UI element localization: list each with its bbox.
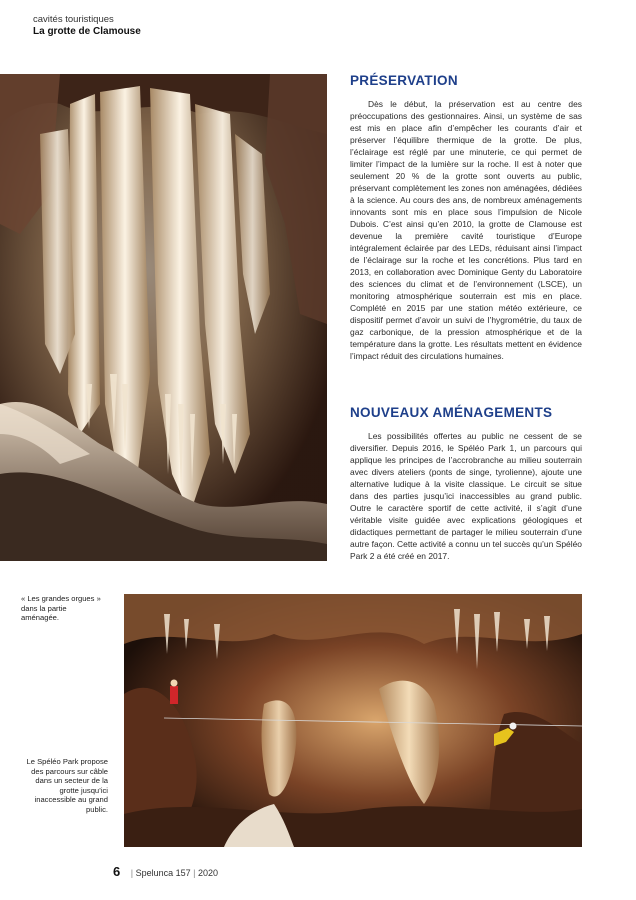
section-heading: NOUVEAUX AMÉNAGEMENTS [350,405,553,420]
section-kicker: cavités touristiques [33,14,114,25]
running-header [33,14,141,38]
publication-year: 2020 [198,868,219,878]
section-body: Les possibilités offertes au public ne cessent de se diversifier. Depuis 2016, le Spéléo Park 1, un parcours qui applique les principes de l’accrobranche au milieu souterrain avec divers ateliers (ponts de singe, tyrolienne), ajoute une alternative ludique à la visite classique. Le circuit se situe dans des parties jusqu’ici inaccessibles au grand public. Outre le caractère sportif de cette activité, il s’agit d’une véritable visite guidée avec explications géologiques et didactiques permettant de partager le milieu souterrain d’une autre façon. Cette activité a connu un tel succès qu’un Spéléo Park 2 a été créé en 2017. [350,431,582,561]
grandes-orgues-photo [0,74,327,561]
section-nouveaux-amenagements [350,405,582,562]
photo-caption-grandes-orgues: « Les grandes orgues » dans la partie aménagée. [21,594,101,623]
photo-caption-speleo-park: Le Spéléo Park propose des parcours sur câble dans un secteur de la grotte jusqu’ici inaccessible au grand public. [26,757,108,814]
publication-name: Spelunca 157 [135,868,191,878]
section-preservation [350,73,582,362]
footer-separator: | [193,868,196,878]
page-number: 6 [113,864,121,879]
footer-separator: | [130,868,134,878]
section-heading: PRÉSERVATION [350,73,458,88]
section-body: Dès le début, la préservation est au centre des préoccupations des gestionnaires. Ainsi, un système de sas est mis en place afin d’empêcher les courants d’air et préserver l’équilibre thermique de la grotte. De plus, l’éclairage est réglé par une minuterie, ce qui permet de limiter l’impact de la lumière sur la roche. Il est à noter que seulement 20 % de la grotte sont ouverts au public, préservant complètement les zones non aménagées, dédiées à la science. Au cours des ans, de nombreux aménagements innovants sont mis en place sous l’impulsion de Nicole Dubois. C’est ainsi qu’en 2010, la grotte de Clamouse est devenue la première cavité touristique d’Europe intégralement éclairée par des LEDs, réduisant ainsi l’impact de l’éclairage sur la roche et les concrétions. Plus tard en 2013, en collaboration avec Dominique Genty du Laboratoire des sciences du climat et de l’environnement (LSCE), un monitoring atmosphérique souterrain est mis en place. Complété en 2015 par une station météo extérieure, ce dispositif permet d’avoir un suivi de l’hygrométrie, du taux de gaz carbonique, de la pression atmosphérique et de la température dans la grotte. Les résultats mettent en évidence l’impact réduit des circulations humaines. [350,99,582,361]
speleo-park-photo [124,594,582,847]
article-title: La grotte de Clamouse [33,26,141,37]
page-footer [113,864,218,879]
